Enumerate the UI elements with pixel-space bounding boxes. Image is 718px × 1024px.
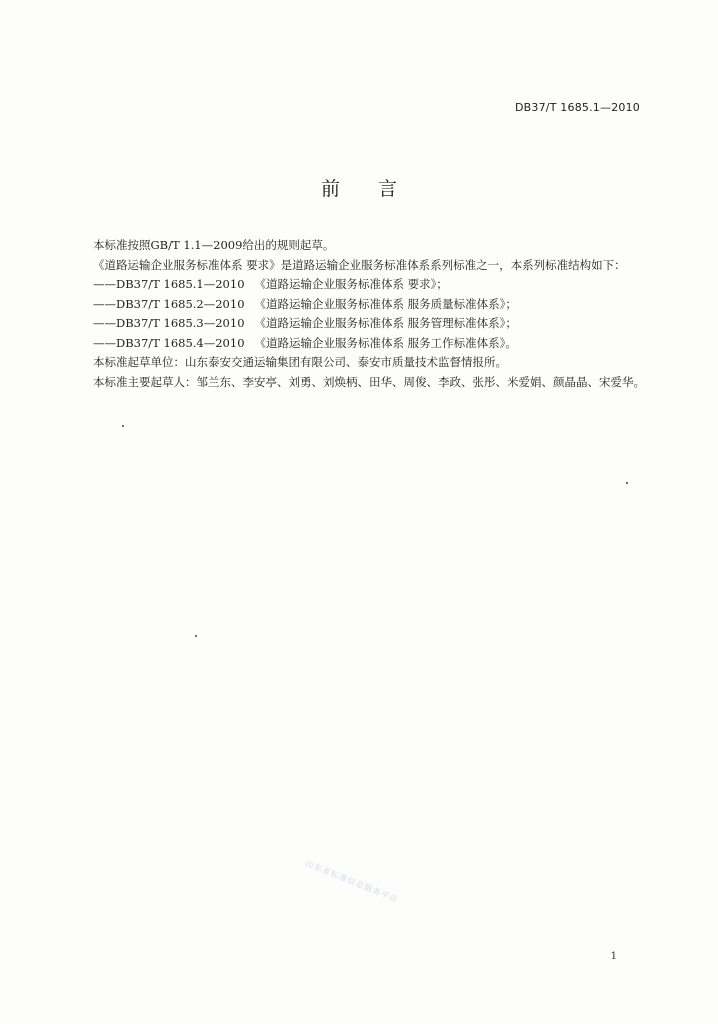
standards-list [70, 275, 650, 353]
drafters-paragraph: 本标准主要起草人：邹兰东、李安亭、刘勇、刘焕柄、田华、周俊、李政、张彤、米爱娟、颜晶晶、宋爱华。 [93, 374, 645, 389]
scan-speck [626, 482, 628, 484]
scan-speck [122, 425, 124, 427]
standard-title: 《道路运输企业服务标准体系 要求》； [254, 277, 448, 291]
list-item [70, 314, 650, 334]
list-item [70, 275, 650, 295]
standard-title: 《道路运输企业服务标准体系 服务工作标准体系》。 [254, 335, 517, 350]
list-item [70, 295, 650, 315]
standard-title: 《道路运输企业服务标准体系 服务管理标准体系》； [254, 316, 517, 330]
standard-title: 《道路运输企业服务标准体系 服务质量标准体系》； [254, 296, 517, 311]
drafting-rules-paragraph: 本标准按照GB/T 1.1—2009给出的规则起草。 [93, 238, 335, 252]
standard-code: ——DB37/T 1685.4—2010 [93, 335, 245, 350]
document-code: DB37/T 1685.1—2010 [514, 101, 640, 114]
series-intro-paragraph: 《道路运输企业服务标准体系 要求》是道路运输企业服务标准体系系列标准之一，本系列标准结构如下： [93, 257, 626, 272]
section-heading: 前言 [320, 178, 435, 200]
list-item [70, 334, 650, 354]
drafting-units-paragraph: 本标准起草单位：山东泰安交通运输集团有限公司、泰安市质量技术监督情报所。 [93, 355, 507, 369]
standard-code: ——DB37/T 1685.3—2010 [93, 316, 245, 330]
scan-speck [195, 635, 197, 637]
standard-code: ——DB37/T 1685.2—2010 [93, 296, 245, 311]
foreword-body [70, 236, 650, 392]
page-number: 1 [610, 951, 617, 962]
watermark-text: 山东省标准信息服务平台 [304, 858, 400, 905]
standard-code: ——DB37/T 1685.1—2010 [93, 277, 245, 291]
